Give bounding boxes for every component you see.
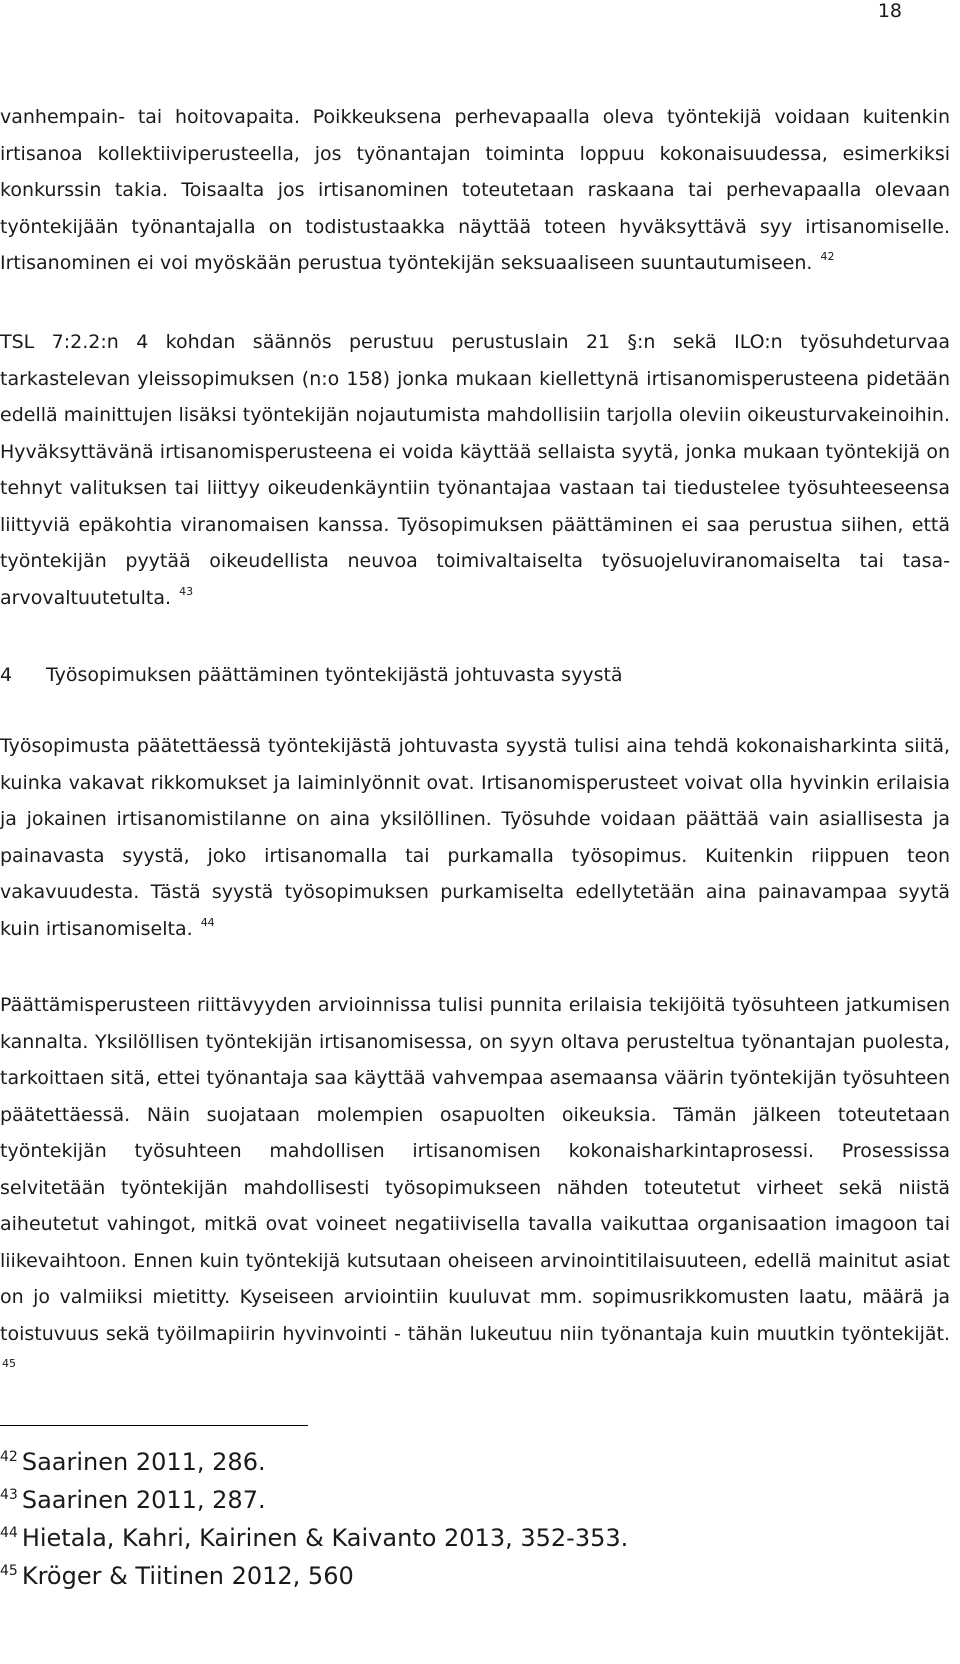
footnote-42 (0, 1445, 628, 1483)
footnotes (0, 1445, 628, 1597)
footnote-43 (0, 1483, 628, 1521)
footnote-number: 43 (0, 1487, 18, 1503)
footnote-ref-42: 42 (820, 250, 835, 263)
paragraph-3-text: Työsopimusta päätettäessä työntekijästä johtuvasta syystä tulisi aina tehdä kokonaisharkinta siitä, kuinka vakavat rikkomukset ja laiminlyönnit ovat. Irtisanomisperusteet voivat olla hyvinkin erilaisia ja jokainen irtisanomistilanne on aina yksilöllinen. Työsuhde voidaan päättää vain asiallisesta ja painavasta syystä, joko irtisanomalla tai purkamalla työsopimus. Kuitenkin riippuen teon vakavuudesta. Tästä syystä työsopimuksen purkamiselta edellytetään aina painavampaa syytä kuin irtisanomiselta. (0, 735, 950, 940)
footnote-text: Saarinen 2011, 287. (21, 1486, 266, 1514)
footnote-ref-43: 43 (179, 584, 194, 598)
paragraph-1 (0, 99, 950, 285)
paragraph-1-text: vanhempain- tai hoitovapaita. Poikkeuksena perhevapaalla oleva työntekijä voidaan kuitenkin irtisanoa kollektiiviperusteella, jos työnantajan toiminta loppuu kokonaisuudessa, esimerkiksi konkurssin takia. Toisaalta jos irtisanominen toteutetaan raskaana tai perhevapaalla olevaan työntekijään työnantajalla on todistustaakka näyttää toteen hyväksyttävä syy irtisanomiselle. Irtisanominen ei voi myöskään perustua työntekijän seksuaaliseen suuntautumiseen. (0, 106, 950, 274)
footnote-ref-44: 44 (200, 915, 215, 929)
footnote-number: 42 (0, 1449, 18, 1465)
paragraph-4 (0, 987, 950, 1392)
section-heading-text: Työsopimuksen päättäminen työntekijästä johtuvasta syystä (46, 664, 623, 686)
paragraph-2 (0, 324, 950, 619)
paragraph-3 (0, 728, 950, 950)
paragraph-2-text: TSL 7:2.2:n 4 kohdan säännös perustuu perustuslain 21 §:n sekä ILO:n työsuhdeturvaa tarkastelevan yleissopimuksen (n:o 158) jonka mukaan kiellettynä irtisanomisperusteena pidetään edellä mainittujen lisäksi työntekijän nojautumista mahdollisiin tarjolla oleviin oikeusturvakeinoihin. Hyväksyttävänä irtisanomisperusteena ei voida käyttää sellaista syytä, jonka mukaan työntekijä on tehnyt valituksen tai liittyy oikeudenkäyntiin työnantajaa vastaan tai tiedustelee työsuhteeseensa liittyviä epäkohtia viranomaisen kanssa. Työsopimuksen päättäminen ei saa perustua siihen, että työntekijän pyytää oikeudellista neuvoa toimivaltaiselta työsuojeluviranomaiselta tai tasa-arvovaltuutetulta. (0, 331, 950, 609)
footnote-text: Hietala, Kahri, Kairinen & Kaivanto 2013, 352-353. (21, 1524, 629, 1552)
section-heading-number: 4 (0, 664, 13, 686)
footnote-ref-45: 45 (2, 1357, 16, 1370)
footnote-text: Saarinen 2011, 286. (21, 1448, 266, 1476)
footnote-divider (0, 1425, 308, 1426)
paragraph-4-text: Päättämisperusteen riittävyyden arvioinnissa tulisi punnita erilaisia tekijöitä työsuhteen jatkumisen kannalta. Yksilöllisen työntekijän irtisanomisessa, on syyn oltava perusteltua työnantajan puolesta, tarkoittaen sitä, ettei työnantaja saa käyttää vahvempaa asemaansa väärin työntekijän työsuhteen päätettäessä. Näin suojataan molempien osapuolten oikeuksia. Tämän jälkeen toteutetaan työntekijän työsuhteen mahdollisen irtisanomisen kokonaisharkintaprosessi. Prosessissa selvitetään työntekijän mahdollisesti työsopimukseen nähden toteutetut virheet sekä niistä aiheutetut vahingot, mitkä ovat voineet negatiivisella tavalla vaikuttaa organisaation imagoon tai liikevaihtoon. Ennen kuin työntekijä kutsutaan oheiseen arvinointitilaisuuteen, edellä mainitut asiat on jo valmiiksi mietitty. Kyseiseen arviointiin kuuluvat mm. sopimusrikkomusten laatu, määrä ja toistuvuus sekä työilmapiirin hyvinvointi - tähän lukeutuu niin työnantaja kuin muutkin työntekijät. (0, 994, 950, 1345)
section-heading (0, 657, 950, 694)
footnote-45 (0, 1559, 628, 1597)
footnote-number: 44 (0, 1525, 18, 1541)
footnote-44 (0, 1521, 628, 1559)
page-number: 18 (877, 0, 902, 22)
footnote-text: Kröger & Tiitinen 2012, 560 (21, 1562, 354, 1590)
footnote-number: 45 (0, 1563, 18, 1579)
